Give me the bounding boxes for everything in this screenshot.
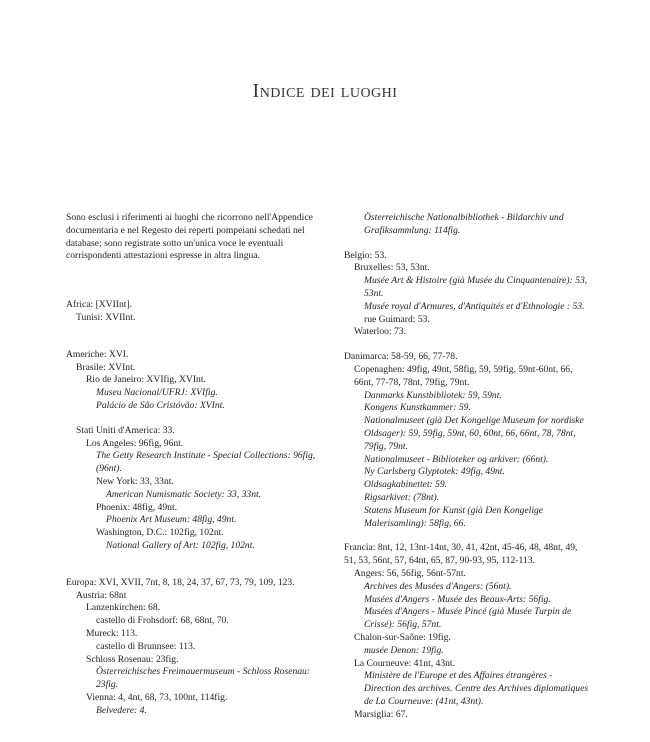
index-entry	[344, 301, 589, 314]
index-entry: Washington, D.C.: 102fig, 102nt.	[96, 527, 224, 539]
index-entry-italic: Musée Art & Histoire (già Musée du Cinquantenaire): 53, 53nt.	[364, 275, 588, 299]
index-entry-italic: Palácio de São Cristóvão: XVInt.	[96, 399, 225, 411]
index-entry-italic: Museu Nacional/UFRJ: XVIfig.	[96, 387, 218, 399]
index-entry-italic: Archives des Musées d'Angers: (56nt).	[364, 580, 512, 592]
intro-paragraph: Sono esclusi i riferimenti ai luoghi che ricorrono nell'Appendice documentaria e nel Regesto dei reperti pompeiani schedati nel database; sono registrate sotto un'unica voce le eventuali corrispondenti attestazioni espresse in altra lingua.	[66, 212, 313, 262]
index-entry-italic: The Getty Research Institute - Special Collections: 96fig, (96nt).	[96, 450, 316, 475]
index-entry-italic: Rigsarkivet: (78nt).	[364, 491, 440, 503]
index-entry	[66, 400, 331, 413]
index-entry	[344, 415, 589, 453]
left-column	[66, 212, 331, 718]
index-entry-italic: Danmarks Kunstbibliotek: 59, 59nt.	[364, 389, 502, 401]
index-entry	[66, 514, 331, 527]
index-entry-italic: Belvedere: 4.	[96, 704, 147, 716]
section-francia	[344, 542, 589, 721]
index-entry	[344, 402, 589, 415]
index-entry: Belgio: 53.	[344, 249, 387, 261]
section-danimarca	[344, 351, 589, 530]
index-entry: castello di Frohsdorf: 68, 68nt, 70.	[96, 615, 229, 627]
index-entry: Mureck: 113.	[86, 627, 138, 639]
index-entry	[66, 705, 331, 718]
index-entry	[344, 505, 589, 531]
index-entry: Copenaghen: 49fig, 49nt, 58fig, 59, 59fig, 59nt-60nt, 66, 66nt, 77-78, 78nt, 79fig, 79nt.	[354, 363, 573, 388]
section-africa	[66, 299, 331, 325]
index-entry: Austria: 68nt	[76, 589, 127, 601]
index-entry-italic: Musées d'Angers - Musée des Beaux-Arts: 56fig.	[364, 593, 551, 605]
index-entry-italic: American Numismatic Society: 33, 33nt.	[106, 488, 262, 500]
index-entry-italic: Statens Museum for Kunst (già Den Kongelige Malerisamling): 58fig, 66.	[364, 504, 544, 529]
index-entry	[344, 212, 589, 238]
index-entry-italic: musée Denon: 19fig.	[364, 644, 444, 656]
section-europa	[66, 577, 331, 718]
index-entry	[66, 489, 331, 502]
index-entry: Bruxelles: 53, 53nt.	[354, 262, 430, 274]
index-entry-italic: Nationalmuseet - Biblioteker og arkiver: (66nt).	[364, 453, 549, 465]
index-entry: La Courneuve: 41nt, 43nt.	[354, 657, 455, 669]
index-entry: Lanzenkirchen: 68.	[86, 602, 161, 614]
index-entry: Marsiglia: 67.	[354, 708, 408, 720]
index-entry	[344, 670, 589, 708]
index-entry-italic: Österreichische Nationalbibliothek - Bildarchiv und Grafiksammlung: 114fig.	[364, 212, 564, 236]
index-entry-italic: Nationalmuseet (già Det Kongelige Museum for nordiske Oldsager): 59, 59fig, 59nt, 60, 60nt, 66, 66nt, 78, 78nt, 79fig, 79nt.	[364, 415, 584, 452]
index-entry-italic: Ministère de l'Europe et des Affaires étrangères - Direction des archives. Centre des Archives diplomatiques de La Courneuve: (41nt, 43nt).	[364, 670, 589, 707]
index-entry	[344, 581, 589, 594]
index-entry: Brasile: XVInt.	[76, 361, 136, 373]
index-entry: Tunisi: XVIInt.	[76, 311, 136, 323]
index-entry	[344, 390, 589, 403]
index-entry-italic: Phoenix Art Museum: 48fig, 49nt.	[106, 514, 237, 526]
index-entry-italic: Oldsagkabinettet: 59.	[364, 479, 448, 491]
index-entry: Rio de Janeiro: XVIfig, XVInt.	[86, 374, 206, 386]
index-entry-italic: Musée royal d'Armures, d'Antiquités et d'Ethnologie : 53.	[364, 300, 585, 312]
index-entry	[344, 454, 589, 467]
index-entry: Los Angeles: 96fig, 96nt.	[86, 437, 184, 449]
index-entry: Schloss Rosenau: 23fig.	[86, 653, 179, 665]
section-belgio	[344, 250, 589, 340]
index-entry-italic: Österreichisches Freimauermuseum - Schloss Rosenau: 23fig.	[96, 666, 311, 691]
index-entry	[344, 645, 589, 658]
index-entry: Phoenix: 48fig, 49nt.	[96, 501, 178, 513]
index-entry	[344, 606, 589, 632]
index-entry: rue Guimard: 53.	[364, 313, 430, 325]
index-entry: Angers: 56, 56fig, 56nt-57nt.	[354, 567, 466, 579]
right-column	[344, 212, 589, 721]
index-entry	[66, 540, 331, 553]
index-entry: Waterloo: 73.	[354, 326, 406, 338]
page-title: Indice dei luoghi	[252, 80, 398, 102]
index-entry-italic: National Gallery of Art: 102fig, 102nt.	[106, 539, 255, 551]
index-entry-italic: Ny Carlsberg Glyptotek: 49fig, 49nt.	[364, 466, 505, 478]
index-entry: castello di Brunnsee: 113.	[96, 640, 196, 652]
index-entry	[344, 275, 589, 301]
index-entry	[66, 450, 331, 476]
index-entry: Americhe: XVI.	[66, 348, 129, 360]
index-entry	[344, 479, 589, 492]
index-entry: Vienna: 4, 4nt, 68, 73, 100nt, 114fig.	[86, 691, 228, 703]
index-entry: Stati Uniti d'America: 33.	[76, 424, 175, 436]
section-americhe	[66, 349, 331, 553]
index-entry: Danimarca: 58-59, 66, 77-78.	[344, 351, 458, 363]
index-entry	[344, 594, 589, 607]
index-entry	[66, 666, 331, 692]
index-entry: Europa: XVI, XVII, 7nt, 8, 18, 24, 37, 67, 73, 79, 109, 123.	[66, 576, 295, 588]
index-entry: Africa: [XVIInt].	[66, 299, 133, 311]
index-entry	[344, 492, 589, 505]
index-entry	[66, 387, 331, 400]
index-entry-italic: Musées d'Angers - Musée Pincé (già Musée Turpin de Crissé): 56fig, 57nt.	[364, 606, 572, 631]
index-entry: Chalon-sur-Saône: 19fig.	[354, 631, 451, 643]
index-entry	[344, 466, 589, 479]
index-entry: New York: 33, 33nt.	[96, 475, 174, 487]
index-entry-italic: Kongens Kunstkammer: 59.	[364, 402, 471, 414]
index-entry: Francia: 8nt, 12, 13nt-14nt, 30, 41, 42nt, 45-46, 48, 48nt, 49, 51, 53, 56nt, 57, 64nt, 65, 87, 90-93, 95, 112-113.	[344, 542, 578, 567]
